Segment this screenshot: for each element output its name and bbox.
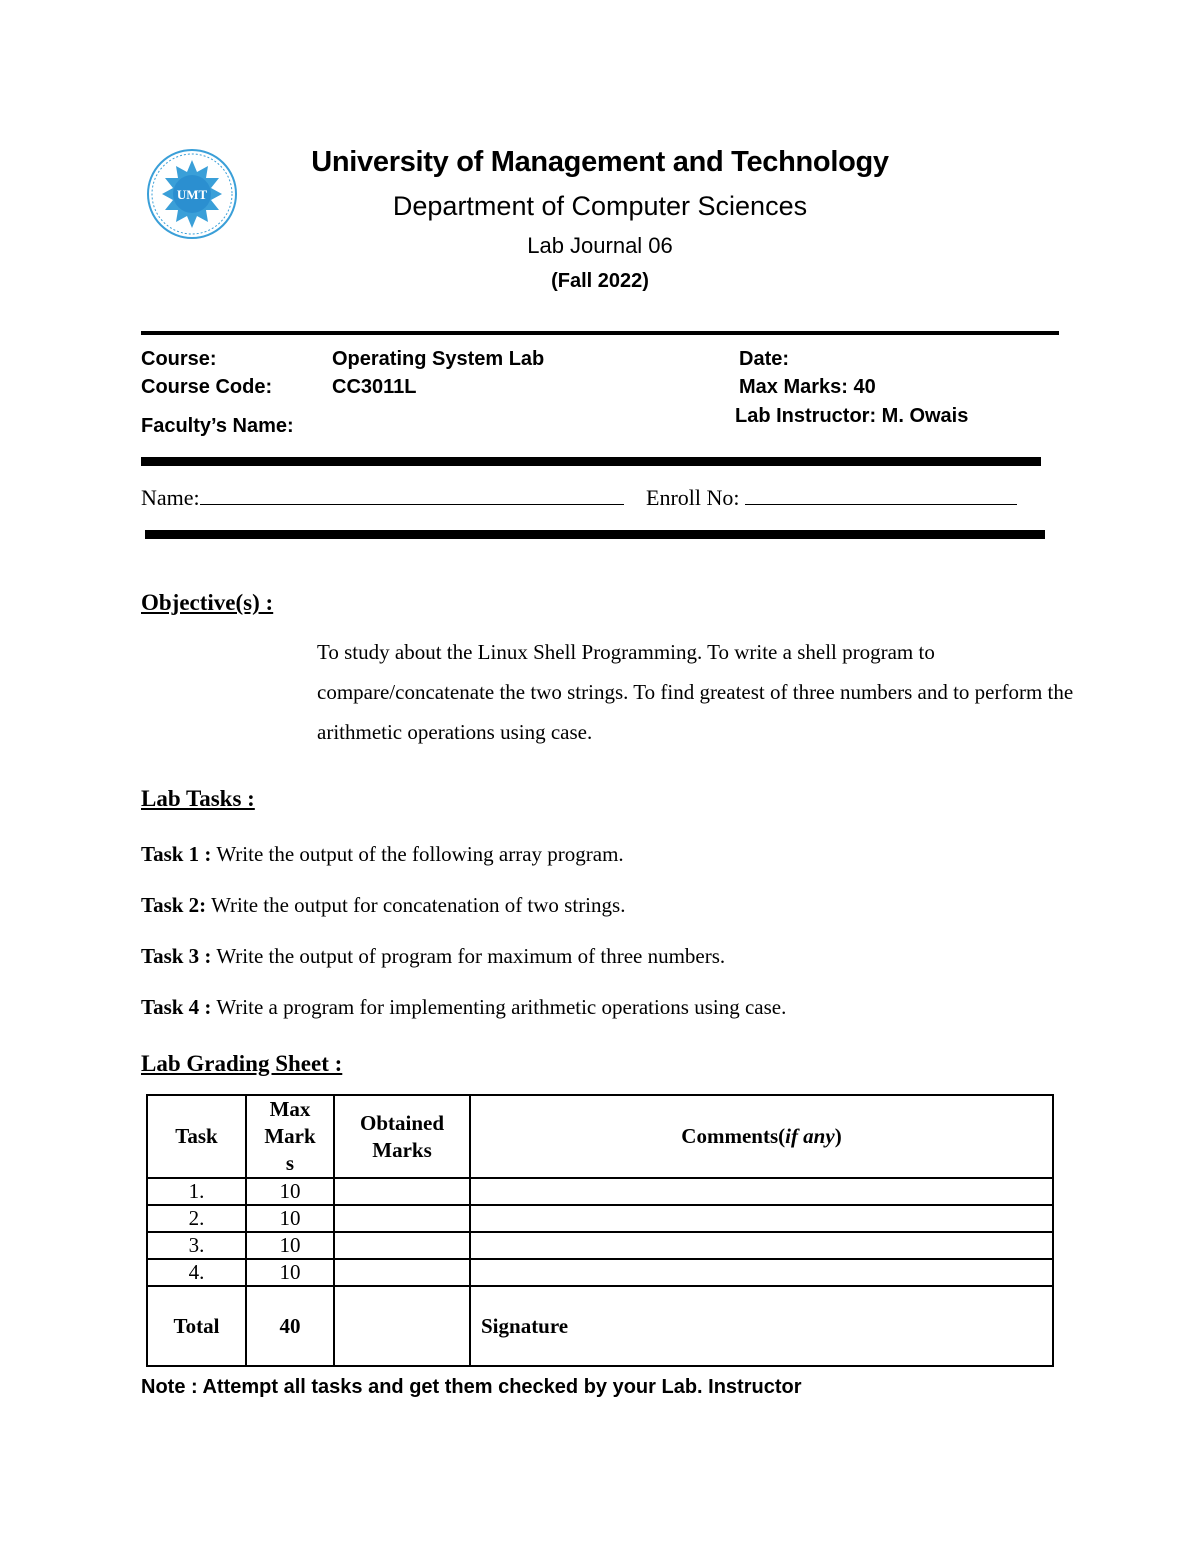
signature-cell[interactable]: Signature: [470, 1286, 1053, 1366]
task-label: Task 1 :: [141, 842, 212, 866]
comments-end: ): [834, 1124, 842, 1148]
journal-title: Lab Journal 06: [527, 233, 673, 258]
header-obtained-line2: Marks: [372, 1137, 432, 1162]
obtained-marks-cell[interactable]: [334, 1232, 470, 1259]
obtained-marks-cell[interactable]: [334, 1178, 470, 1205]
enroll-label: Enroll No:: [646, 485, 740, 510]
task-label: Task 4 :: [141, 995, 212, 1019]
objective-text: To study about the Linux Shell Programming. To write a shell program to compare/concatenate the two strings. To find greatest of three numbers and to perform the arithmetic operations using case.: [317, 640, 1074, 744]
header-obtained-marks: [334, 1095, 470, 1178]
max-marks-cell: 10: [246, 1205, 334, 1232]
header-comments: [470, 1095, 1053, 1178]
total-obtained-cell[interactable]: [334, 1286, 470, 1366]
objective-title: Objective(s) :: [141, 590, 274, 615]
total-label: Total: [147, 1286, 246, 1366]
header-task: Task: [147, 1095, 246, 1178]
obtained-marks-cell[interactable]: [334, 1205, 470, 1232]
task-label: Task 3 :: [141, 944, 212, 968]
course-info-divider: [141, 457, 1041, 466]
comments-italic: if any: [785, 1124, 835, 1148]
table-row: [147, 1259, 1053, 1286]
lab-instructor: Lab Instructor: M. Owais: [735, 405, 969, 427]
comments-label: Comments(: [681, 1124, 786, 1148]
table-row: [147, 1205, 1053, 1232]
task-item: [141, 995, 786, 1020]
total-row: [147, 1286, 1053, 1366]
header-divider: [141, 331, 1059, 335]
max-marks-cell: 10: [246, 1232, 334, 1259]
logo-text: UMT: [176, 187, 208, 202]
course-label: Course:: [141, 348, 217, 370]
term-label: (Fall 2022): [551, 270, 649, 292]
task-text: Write the output for concatenation of two strings.: [211, 893, 626, 917]
department-name: Department of Computer Sciences: [392, 191, 808, 221]
task-text: Write the output of program for maximum of three numbers.: [216, 944, 726, 968]
total-value: 40: [246, 1286, 334, 1366]
university-name: University of Management and Technology: [311, 146, 889, 178]
header-max-line2: Mark: [264, 1124, 316, 1148]
max-marks-cell: 10: [246, 1259, 334, 1286]
name-label: Name:: [141, 485, 200, 510]
obtained-marks-cell[interactable]: [334, 1259, 470, 1286]
task-text: Write a program for implementing arithmetic operations using case.: [216, 995, 787, 1019]
student-divider: [145, 530, 1045, 539]
lab-tasks-title: Lab Tasks :: [141, 786, 255, 811]
note-text: Note : Attempt all tasks and get them checked by your Lab. Instructor: [141, 1376, 802, 1398]
course-code-label: Course Code:: [141, 376, 273, 398]
grading-title: Lab Grading Sheet :: [141, 1051, 343, 1076]
task-number: 1.: [147, 1178, 246, 1205]
enroll-field[interactable]: [646, 484, 1017, 511]
task-item: [141, 944, 725, 969]
header-max-marks: [246, 1095, 334, 1178]
table-row: [147, 1178, 1053, 1205]
table-header-row: [147, 1095, 1053, 1178]
comments-cell[interactable]: [470, 1205, 1053, 1232]
name-blank-line[interactable]: [200, 484, 624, 505]
faculty-label: Faculty’s Name:: [141, 415, 294, 437]
course-value: Operating System Lab: [332, 348, 545, 370]
task-item: [141, 842, 624, 867]
task-text: Write the output of the following array program.: [216, 842, 624, 866]
enroll-blank-line[interactable]: [745, 484, 1017, 505]
task-label: Task 2:: [141, 893, 207, 917]
max-marks: Max Marks: 40: [739, 376, 876, 398]
course-code-value: CC3011L: [332, 376, 417, 398]
task-number: 2.: [147, 1205, 246, 1232]
task-number: 3.: [147, 1232, 246, 1259]
grading-table: [146, 1094, 1054, 1367]
header-max-line1: Max: [269, 1097, 311, 1121]
task-number: 4.: [147, 1259, 246, 1286]
header-obtained-line1: Obtained: [359, 1110, 445, 1135]
comments-cell[interactable]: [470, 1259, 1053, 1286]
header-max-line3: s: [285, 1151, 295, 1175]
date-label: Date:: [739, 348, 790, 370]
comments-cell[interactable]: [470, 1232, 1053, 1259]
table-row: [147, 1232, 1053, 1259]
name-field[interactable]: [141, 484, 624, 511]
max-marks-cell: 10: [246, 1178, 334, 1205]
task-item: [141, 893, 625, 918]
comments-cell[interactable]: [470, 1178, 1053, 1205]
